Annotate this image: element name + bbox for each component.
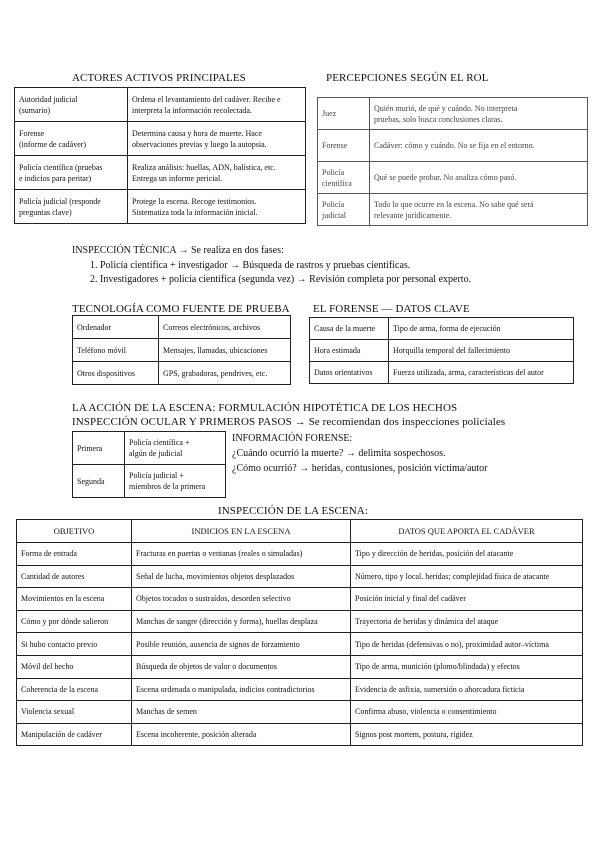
table-row [73,362,291,385]
table-row [310,318,574,340]
table-cell: Coherencia de la escena [17,678,132,701]
table-cell: Autoridad judicial (sumario) [15,88,128,122]
table-cell: Manipulación de cadáver [17,723,132,746]
table-cell: Escena ordenada o manipulada, indicios contradictorios [132,678,351,701]
table-cell: Ordenador [73,316,159,339]
actores-title: ACTORES ACTIVOS PRINCIPALES [72,72,246,84]
info-forense-q1: ¿Cuándo ocurrió la muerte? → delimita sospechosos. [232,448,446,459]
table-cell: Móvil del hecho [17,655,132,678]
table-row [310,340,574,362]
table-row [17,588,583,611]
table-cell: Protege la escena. Recoge testimonios. Sistematiza toda la información inicial. [128,190,306,224]
escena-header-row [17,520,583,543]
table-row [310,362,574,384]
info-forense-title: INFORMACIÓN FORENSE: [232,433,353,444]
table-cell: Tipo de heridas (defensivas o no), proximidad autor–víctima [351,633,583,656]
table-row [15,156,306,190]
actores-table [14,87,306,224]
table-cell: Datos orientativos [310,362,389,384]
table-cell: Escena incoherente, posición alterada [132,723,351,746]
table-row [73,339,291,362]
table-cell: Tipo de arma, munición (plomo/blindada) y efectos [351,655,583,678]
inspeccion-fase-2: 2. Investigadores + policía científica (segunda vez) → Revisión completa por personal experto. [90,274,472,285]
inspecciones-table [72,431,226,498]
table-cell: Evidencia de asfixia, sumersión o ahorcadura ficticia [351,678,583,701]
table-cell: Forma de entrada [17,543,132,566]
table-cell: Búsqueda de objetos de valor o documentos [132,655,351,678]
table-cell: Mensajes, llamadas, ubicaciones [159,339,291,362]
table-cell: Número, tipo y local. heridas; complejidad física de atacante [351,565,583,588]
inspeccion-tecnica-title: INSPECCIÓN TÉCNICA → Se realiza en dos fases: [72,245,284,256]
table-cell: Cantidad de autores [17,565,132,588]
table-row [17,701,583,724]
tecnologia-table [72,315,291,385]
table-row [73,465,226,498]
inspeccion-ocular-title: INSPECCIÓN OCULAR Y PRIMEROS PASOS → Se recomiendan dos inspecciones policiales [72,416,506,428]
table-row [15,122,306,156]
table-cell: Señal de lucha, movimientos objetos desplazados [132,565,351,588]
table-cell: Realiza análisis: huellas, ADN, balística, etc. Entrega un informe pericial. [128,156,306,190]
table-cell: Determina causa y hora de muerte. Hace observaciones previas y luego la autopsia. [128,122,306,156]
table-cell: Causa de la muerte [310,318,389,340]
table-cell: Hora estimada [310,340,389,362]
table-cell: Cómo y por dónde salieron [17,610,132,633]
table-cell: Signos post mortem, postura, rigidez [351,723,583,746]
table-cell: Otros dispositivos [73,362,159,385]
table-cell: Policía judicial (responde preguntas clave) [15,190,128,224]
info-forense-q2: ¿Cómo ocurrió? → heridas, contusiones, posición víctima/autor [232,463,488,474]
table-cell: Policía científica [318,162,370,194]
table-row [318,162,588,194]
tecnologia-title: TECNOLOGÍA COMO FUENTE DE PRUEBA [72,303,290,315]
table-cell: Tipo y dirección de heridas, posición del atacante [351,543,583,566]
table-cell: Primera [73,432,125,465]
table-row [73,432,226,465]
table-cell: Forense [318,130,370,162]
header-objetivo: OBJETIVO [17,520,132,543]
table-cell: Teléfono móvil [73,339,159,362]
table-row [318,194,588,226]
table-cell: Horquilla temporal del fallecimiento [389,340,574,362]
table-row [17,565,583,588]
table-cell: Posible reunión, ausencia de signos de forzamiento [132,633,351,656]
table-cell: Movimientos en la escena [17,588,132,611]
table-cell: Segunda [73,465,125,498]
table-cell: Ordena el levantamiento del cadáver. Recibe e interpreta la información recolectada. [128,88,306,122]
table-cell: Cadáver: cómo y cuándo. No se fija en el entorno. [370,130,588,162]
table-cell: GPS, grabadoras, pendrives, etc. [159,362,291,385]
table-cell: Trayectoria de heridas y dinámica del ataque [351,610,583,633]
table-row [17,633,583,656]
table-cell: Posición inicial y final del cadáver [351,588,583,611]
table-cell: Correos electrónicos, archivos [159,316,291,339]
escena-table [16,519,583,746]
table-row [318,98,588,130]
table-cell: Policía judicial [318,194,370,226]
table-cell: Quién murió, de qué y cuándo. No interpreta pruebas, solo busca conclusiones claras. [370,98,588,130]
header-datos: DATOS QUE APORTA EL CADÁVER [351,520,583,543]
percepciones-table [317,97,588,226]
table-row [17,723,583,746]
escena-title: INSPECCIÓN DE LA ESCENA: [218,505,368,517]
table-row [17,543,583,566]
table-row [17,655,583,678]
table-cell: Policía científica + algún de judicial [125,432,226,465]
table-cell: Policía científica (pruebas e indicios para peritar) [15,156,128,190]
table-row [15,190,306,224]
table-cell: Violencia sexual [17,701,132,724]
table-cell: Tipo de arma, forma de ejecución [389,318,574,340]
table-row [318,130,588,162]
percepciones-title: PERCEPCIONES SEGÚN EL ROL [326,72,489,84]
table-cell: Confirma abuso, violencia o consentimiento [351,701,583,724]
accion-title: LA ACCIÓN DE LA ESCENA: FORMULACIÓN HIPOTÉTICA DE LOS HECHOS [72,402,458,414]
header-indicios: INDICIOS EN LA ESCENA [132,520,351,543]
inspeccion-fase-1: 1. Policía científica + investigador → Búsqueda de rastros y pruebas científicas. [90,260,411,271]
table-row [17,610,583,633]
inspeccion-tecnica-list [90,259,471,287]
table-cell: Qué se puede probar. No analiza cómo pasó. [370,162,588,194]
forense-table [309,317,574,384]
table-cell: Fuerza utilizada, arma, características del autor [389,362,574,384]
table-cell: Manchas de semen [132,701,351,724]
table-cell: Forense (informe de cadáver) [15,122,128,156]
table-cell: Juez [318,98,370,130]
table-cell: Todo lo que ocurre en la escena. No sabe qué será relevante jurídicamente. [370,194,588,226]
table-cell: Si hubo contacto previo [17,633,132,656]
forense-title: EL FORENSE — DATOS CLAVE [313,303,470,315]
table-row [17,678,583,701]
table-cell: Manchas de sangre (dirección y forma), huellas desplaza [132,610,351,633]
table-cell: Objetos tocados o sustraídos, desorden selectivo [132,588,351,611]
table-cell: Policía judicial + miembros de la primera [125,465,226,498]
table-row [73,316,291,339]
table-row [15,88,306,122]
table-cell: Fracturas en puertas o ventanas (reales o simuladas) [132,543,351,566]
